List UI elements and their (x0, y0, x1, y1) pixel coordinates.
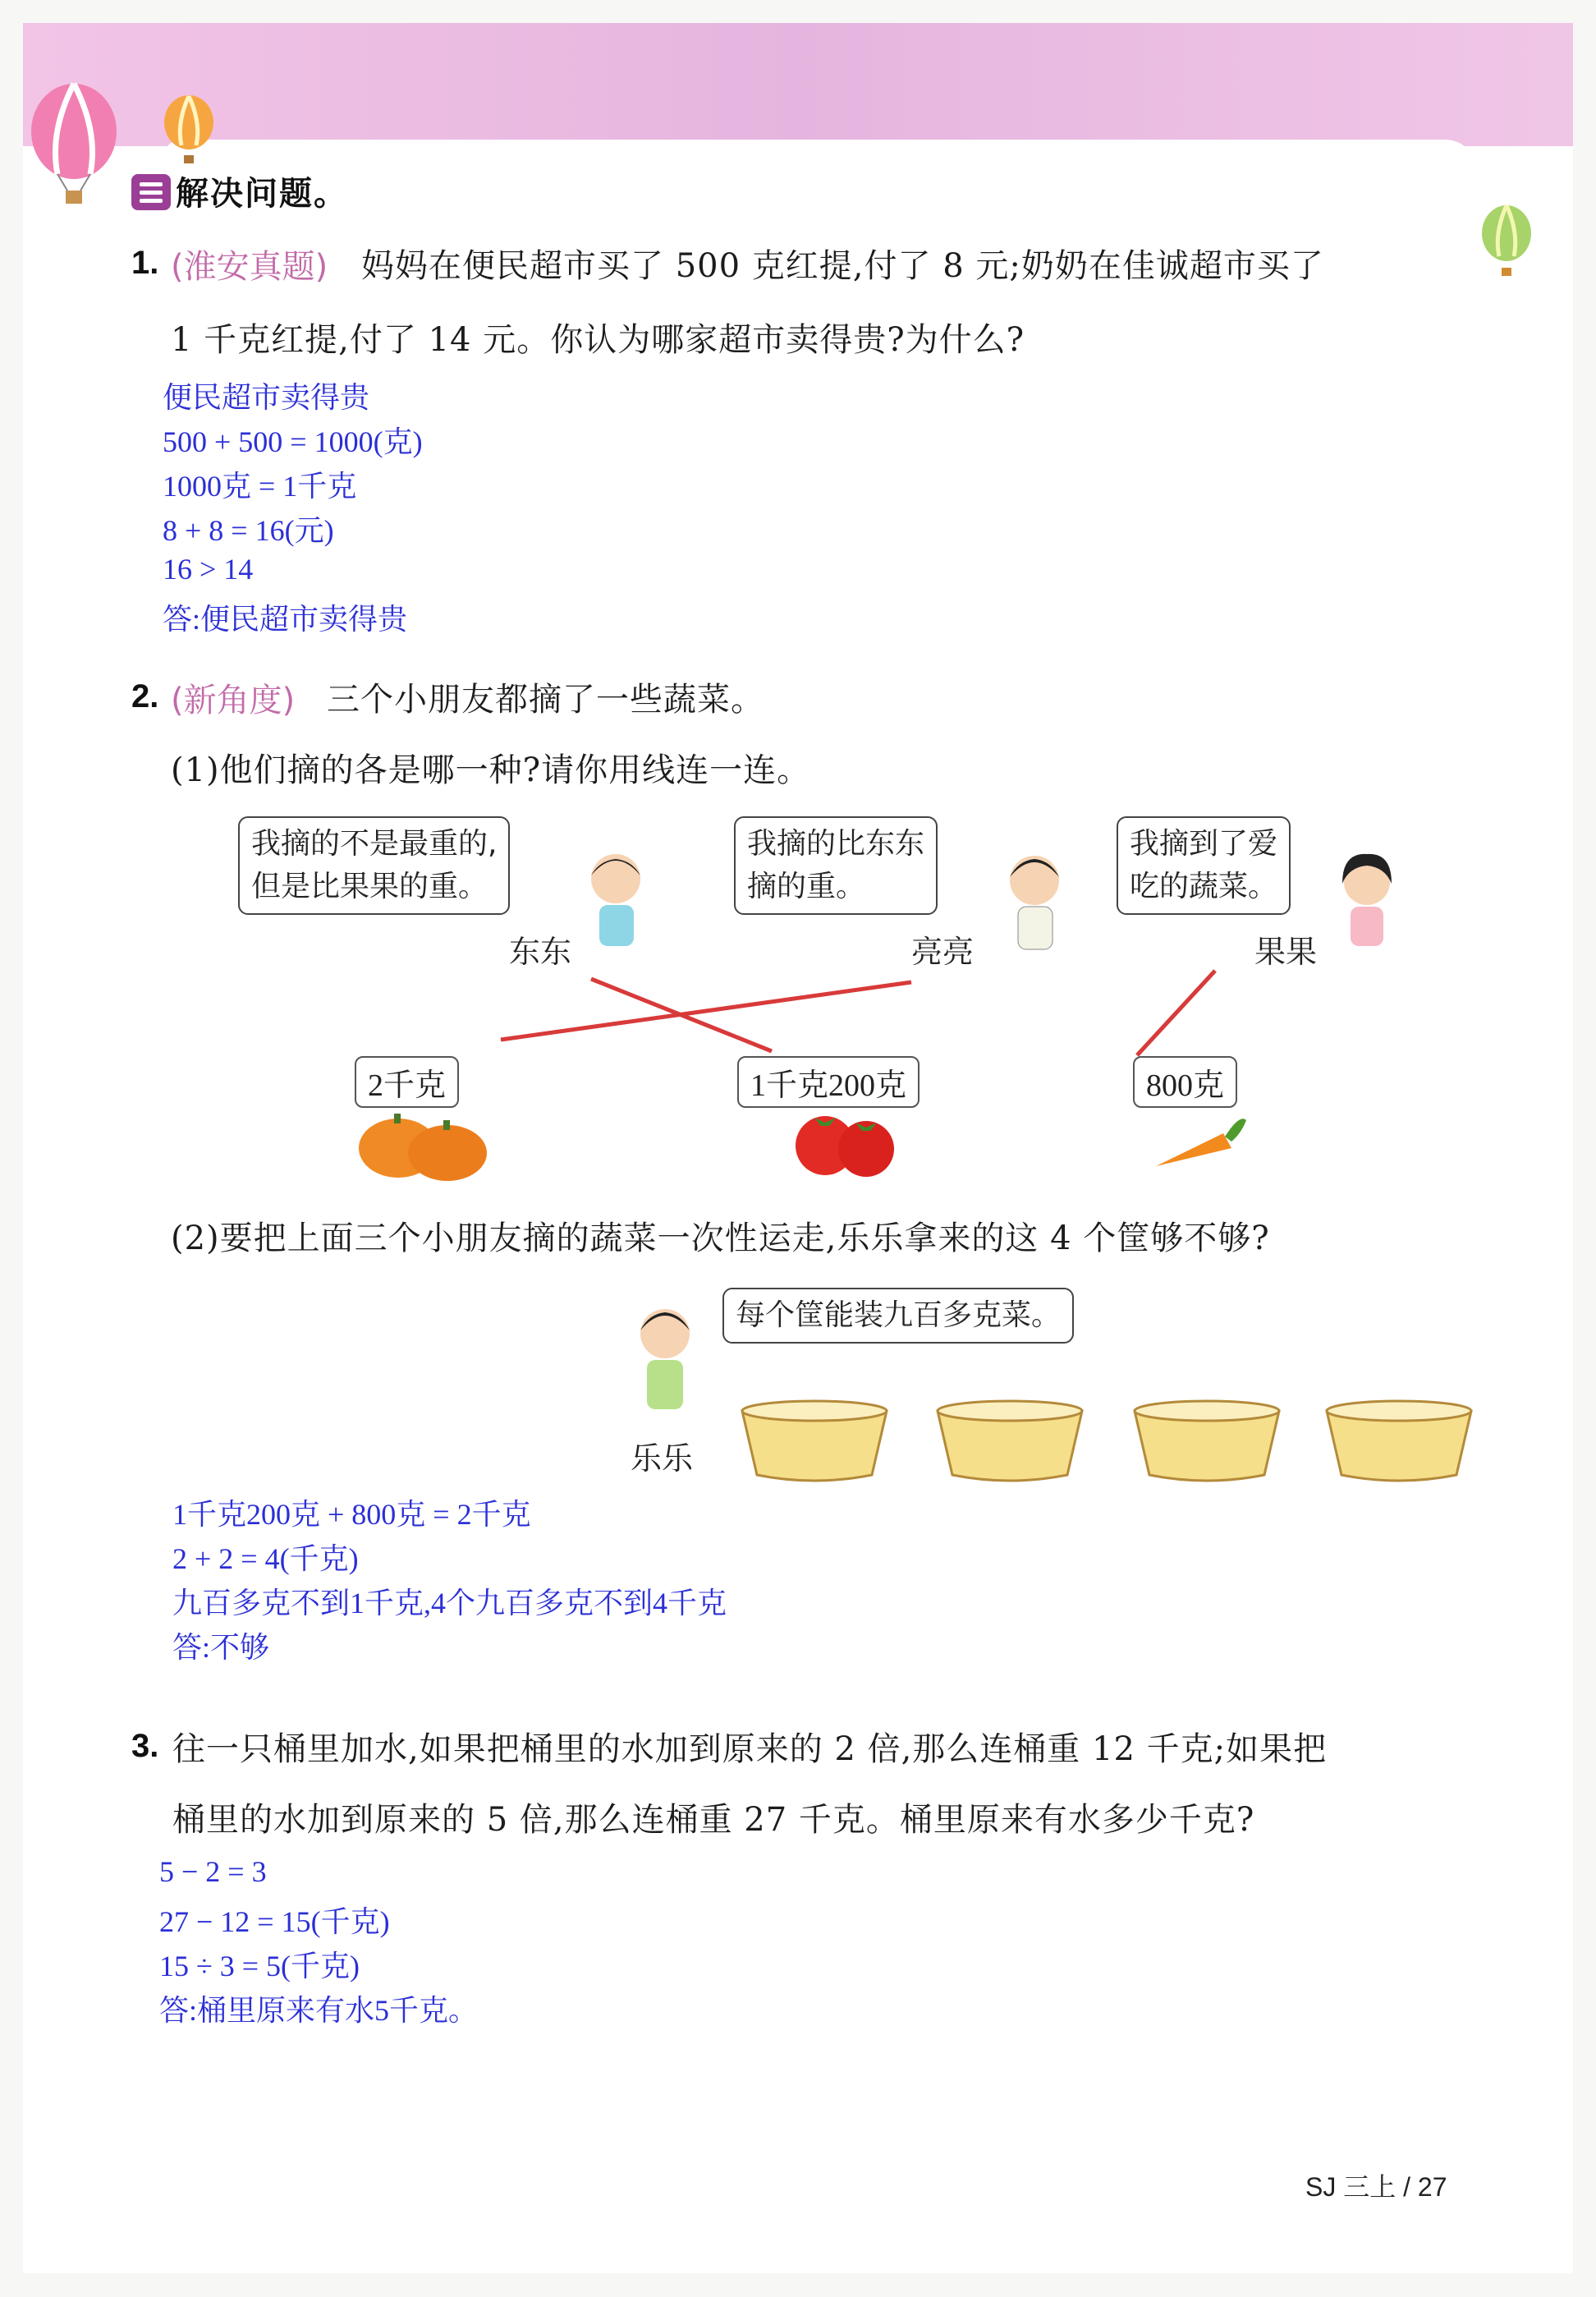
name-guoguo: 果果 (1254, 934, 1318, 970)
bubble-liangliang-line2: 摘的重。 (747, 870, 866, 904)
balloon-icon (25, 82, 123, 214)
q1-answer-5: 16 > 14 (163, 553, 254, 586)
weight-label-800g: 800克 (1133, 1056, 1237, 1108)
q3-answer-3: 15 ÷ 3 = 5(千克) (159, 1950, 360, 1982)
name-liangliang: 亮亮 (911, 934, 975, 970)
q1-line1: 妈妈在便民超市买了 500 克红提,付了 8 元;奶奶在佳诚超市买了 (361, 247, 1324, 285)
tomato-icon (788, 1105, 903, 1178)
q2-answer-3: 九百多克不到1千克,4个九百多克不到4千克 (172, 1587, 727, 1619)
match-line-dongdong (501, 982, 911, 1040)
girl-guoguo-icon (1326, 846, 1408, 953)
bubble-lele: 每个筐能装九百多克菜。 (722, 1288, 1074, 1344)
balloon-green-icon (1478, 204, 1535, 282)
q1-answer-2: 500 + 500 = 1000(克) (163, 425, 423, 458)
boy-liangliang-icon (989, 846, 1080, 961)
q2-text: 三个小朋友都摘了一些蔬菜。 (327, 681, 764, 719)
q2-answer-2: 2 + 2 = 4(千克) (172, 1542, 359, 1575)
header-curve (164, 140, 1478, 172)
bubble-liangliang-line1: 我摘的比东东 (747, 827, 925, 861)
q3-line2: 桶里的水加到原来的 5 倍,那么连桶重 27 千克。桶里原来有水多少千克? (172, 1801, 1255, 1839)
q1-answer-3: 1000克 = 1千克 (163, 470, 357, 503)
q1-answer-6: 答:便民超市卖得贵 (163, 603, 408, 636)
q2-answer-4: 答:不够 (172, 1631, 270, 1664)
q1-number: 1. (131, 245, 159, 281)
page-footer: SJ 三上 / 27 (1305, 2172, 1447, 2202)
bubble-guoguo-line2: 吃的蔬菜。 (1130, 870, 1278, 904)
q2-sub2: (2)要把上面三个小朋友摘的蔬菜一次性运走,乐乐拿来的这 4 个筐够不够? (171, 1220, 1270, 1257)
q3-line1: 往一只桶里加水,如果把桶里的水加到原来的 2 倍,那么连桶重 12 千克;如果把 (172, 1730, 1328, 1768)
q3-answer-4: 答:桶里原来有水5千克。 (159, 1994, 479, 2027)
q1-answer-4: 8 + 8 = 16(元) (163, 514, 334, 547)
bubble-liangliang (734, 816, 938, 915)
q1-answer-1: 便民超市卖得贵 (163, 381, 370, 414)
basket-1-icon (742, 1401, 887, 1481)
match-line-liangliang (591, 979, 772, 1051)
name-lele: 乐乐 (631, 1440, 694, 1477)
weight-label-1kg200g: 1千克200克 (737, 1056, 920, 1108)
q2-answer-1: 1千克200克 + 800克 = 2千克 (172, 1498, 531, 1531)
bubble-dongdong-line2: 但是比果果的重。 (251, 870, 488, 904)
baskets-group (739, 1396, 1494, 1486)
balloon-small-icon (160, 94, 218, 168)
name-dongdong: 东东 (509, 934, 572, 970)
q3-answer-1: 5 − 2 = 3 (159, 1855, 267, 1888)
q2-tag: (新角度) (171, 682, 296, 719)
header-band (23, 23, 1573, 146)
section-badge-icon (131, 174, 171, 210)
bubble-dongdong (238, 816, 510, 915)
bubble-dongdong-line1: 我摘的不是最重的, (251, 827, 498, 861)
bubble-guoguo-line1: 我摘到了爱 (1130, 827, 1278, 861)
q2-sub1: (1)他们摘的各是哪一种?请你用线连一连。 (171, 751, 811, 789)
matching-lines (493, 969, 1314, 1059)
q3-answer-2: 27 − 12 = 15(千克) (159, 1905, 390, 1938)
q3-number: 3. (131, 1728, 159, 1764)
q1-tag: (淮安真题) (171, 248, 328, 286)
basket-2-icon (938, 1401, 1082, 1481)
bubble-guoguo (1117, 816, 1291, 915)
match-line-guoguo (1137, 971, 1215, 1055)
boy-lele-icon (624, 1298, 706, 1421)
carrot-icon (1149, 1109, 1256, 1174)
weight-label-2kg: 2千克 (355, 1056, 459, 1108)
q1-line2: 1 千克红提,付了 14 元。你认为哪家超市卖得贵?为什么? (171, 321, 1025, 359)
basket-3-icon (1135, 1401, 1279, 1481)
boy-dongdong-icon (575, 846, 665, 953)
section-title: 解决问题。 (176, 175, 348, 213)
pumpkin-icon (353, 1109, 493, 1183)
q2-number: 2. (131, 678, 159, 714)
basket-4-icon (1327, 1401, 1471, 1481)
